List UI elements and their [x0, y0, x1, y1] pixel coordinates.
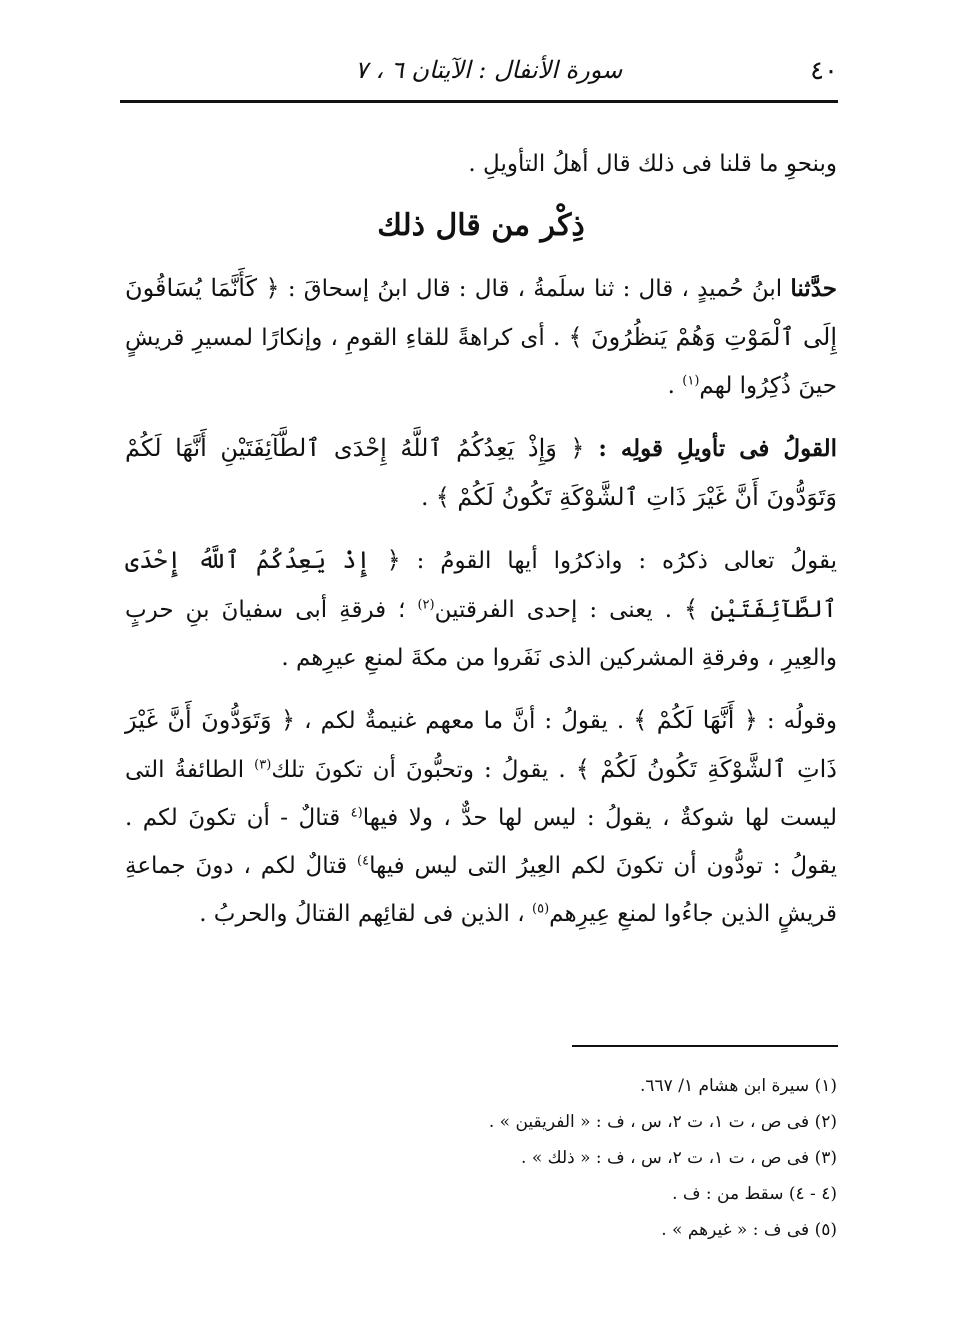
intro-paragraph: وبنحوِ ما قلنا فى ذلك قال أهلُ التأويلِ .: [468, 151, 837, 177]
footnote-ref-3: (٣): [254, 757, 272, 773]
footnote-3: (٣) فى ص ، ت ١، ت ٢، س ، ف : « ذلك » .: [521, 1148, 837, 1168]
paragraph-2-lead: القولُ فى تأويلِ قولِه :: [584, 435, 837, 462]
paragraph-4-text-e: قتالٌ - أن تكونَ لكم . يقولُ : تودُّون أن تكونَ لكم العِيرُ التى ليس فيها: [125, 805, 838, 879]
section-heading: ذِكْر من قال ذلك: [377, 208, 585, 243]
quran-quote-3: ﴿ إِذْ يَعِدُكُمُ ٱللَّهُ إِحْدَى ٱلطَّآئِفَتَيْنِ ﴾: [125, 546, 837, 623]
paragraph-2-text-a: .: [421, 485, 436, 511]
paragraph-4-text-g: ، الذين فى لقائِهم القتالُ والحربُ .: [199, 901, 532, 927]
footnote-1: (١) سيرة ابن هشام ١/ ٦٦٧.: [639, 1076, 837, 1096]
paragraph-3-text-a: يقولُ تعالى ذكرُه : واذكرُوا أيها القومُ :: [400, 548, 837, 574]
paragraph-4-text-f: قتالٌ لكم ، دونَ جماعةِ قريشٍ الذين جاءُوا لمنعِ عِيرِهم: [125, 853, 837, 927]
footnote-ref-5: (٥): [532, 901, 550, 917]
footnote-ref-4-start: (٤: [350, 805, 363, 821]
paragraph-3: [125, 536, 837, 682]
footnotes: [125, 1068, 837, 1248]
paragraph-1: [125, 264, 837, 410]
paragraph-4-text-d: الطائفةُ التى ليست لها شوكةٌ ، يقولُ : ليس لها حدٌّ ، ولا فيها: [125, 757, 838, 831]
footnote-rule: [572, 1045, 838, 1047]
paragraph-4-text-a: وقولُه :: [757, 708, 837, 734]
quran-quote-1: ﴿ كَأَنَّمَا يُسَاقُونَ إِلَى ٱلْمَوْتِ وَهُمْ يَنظُرُونَ ﴾: [125, 274, 837, 351]
footnote-ref-1: (١): [682, 373, 700, 389]
footnote-ref-2: (٢): [417, 597, 435, 613]
paragraph-3-text-c: ؛ فرقةِ أبى سفيانَ بنِ حربٍ والعِيرِ ، وفرقةِ المشركين الذى نَفَروا من مكةَ لمنعِ عيرِهم .: [125, 597, 837, 671]
quran-quote-2: ﴿ وَإِذْ يَعِدُكُمُ ٱللَّهُ إِحْدَى ٱلطَّآئِفَتَيْنِ أَنَّهَا لَكُمْ وَتَوَدُّونَ أَنَّ غَيْرَ ذَاتِ ٱلشَّوْكَةِ تَكُونُ لَكُمْ ﴾: [125, 434, 837, 511]
paragraph-4-text-b: . يقولُ : أنَّ ما معهم غنيمةٌ لكم ،: [295, 708, 634, 734]
footnote-ref-4-end: ٤): [357, 853, 370, 869]
footnote-5: (٥) فى ف : « غيرهم » .: [661, 1220, 837, 1240]
paragraph-4: [125, 696, 837, 938]
page-number: ٤٠: [810, 56, 838, 86]
running-title: سورة الأنفال : الآيتان ٦ ، ٧: [355, 56, 623, 84]
paragraph-1-lead: حدَّثنا: [790, 275, 837, 302]
page-header: [120, 50, 838, 92]
paragraph-1-text-a: ابنُ حُميدٍ ، قال : ثنا سلَمةُ ، قال : قال ابنُ إسحاقَ :: [279, 276, 791, 302]
paragraph-1-text-b: . أى كراهةً للقاءِ القومِ ، وإنكارًا لمسيرِ قريشٍ حينَ ذُكِرُوا لهم: [125, 325, 837, 399]
paragraph-3-text-b: . يعنى : إحدى الفرقتين: [434, 597, 685, 623]
header-rule: [120, 100, 838, 103]
paragraph-4-text-c: . يقولُ : وتحبُّونَ أن تكونَ تلك: [271, 757, 576, 783]
paragraph-1-text-c: .: [667, 373, 683, 399]
footnote-4: (٤ - ٤) سقط من : ف .: [672, 1184, 837, 1204]
paragraph-2: [125, 424, 837, 522]
footnote-2: (٢) فى ص ، ت ١، ت ٢، س ، ف : « الفريقين » .: [488, 1112, 837, 1132]
quran-quote-4: ﴿ أَنَّهَا لَكُمْ ﴾: [633, 706, 758, 734]
main-text: [125, 140, 837, 952]
quran-quote-5: ﴿ وَتَوَدُّونَ أَنَّ غَيْرَ ذَاتِ ٱلشَّوْكَةِ تَكُونُ لَكُمْ ﴾: [125, 706, 837, 783]
